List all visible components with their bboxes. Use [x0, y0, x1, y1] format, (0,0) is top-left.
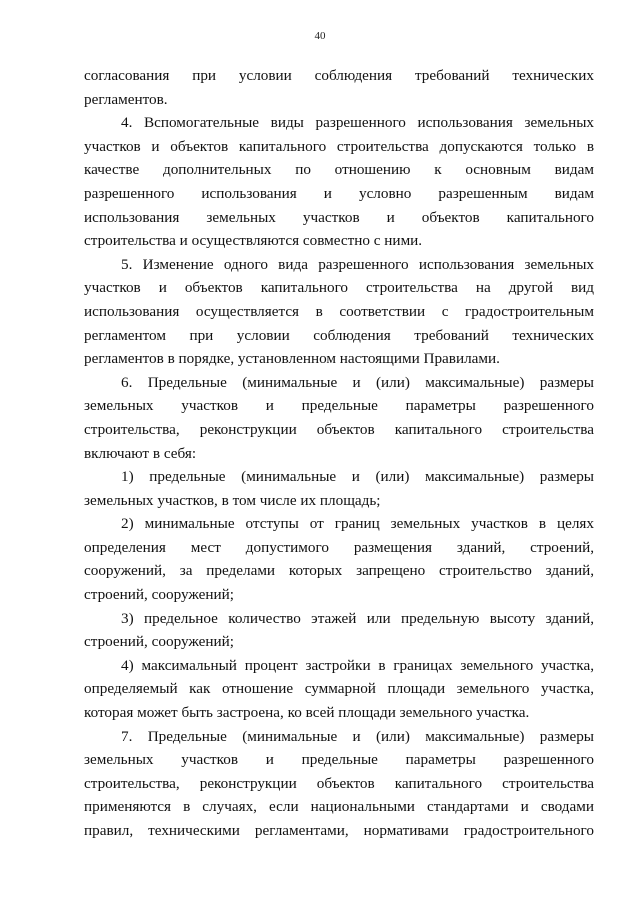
text-line: правил, техническими регламентами, нормативами градостроительного	[84, 822, 594, 839]
text-line: строений, сооружений;	[84, 586, 235, 604]
text-line: разрешенного использования и условно разрешенным видам	[84, 184, 594, 202]
text-line: строительства, реконструкции объектов капитального строительства	[84, 774, 594, 792]
page-number: 40	[314, 30, 326, 42]
text-line: использования земельных участков и объектов капитального	[84, 208, 594, 226]
text-line: 4) максимальный процент застройки в границах земельного участка,	[121, 656, 594, 674]
text-line: строительства и осуществляются совместно с ними.	[84, 232, 423, 250]
text-line: использования осуществляется в соответствии с градостроительным	[84, 302, 594, 320]
text-line: участков и объектов капитального строительства допускаются только в	[84, 137, 594, 155]
text-line: сооружений, за пределами которых запрещено строительство зданий,	[84, 562, 594, 580]
text-line: земельных участков, в том числе их площадь;	[84, 491, 381, 509]
text-line: определения мест допустимого размещения зданий, строений,	[84, 538, 594, 556]
text-line: 7. Предельные (минимальные и (или) максимальные) размеры	[121, 727, 594, 745]
text-line: 2) минимальные отступы от границ земельных участков в целях	[121, 515, 594, 533]
text-line: регламентов.	[84, 90, 168, 108]
text-line: 1) предельные (минимальные и (или) максимальные) размеры	[121, 468, 594, 486]
text-line: регламентов в порядке, установленном настоящими Правилами.	[84, 350, 500, 368]
document-body	[84, 64, 594, 843]
text-line: качестве дополнительных по отношению к основным видам	[84, 161, 594, 179]
text-line: которая может быть застроена, ко всей площади земельного участка.	[84, 704, 530, 722]
text-line: строений, сооружений;	[84, 633, 235, 651]
text-line: 3) предельное количество этажей или предельную высоту зданий,	[121, 609, 594, 627]
text-line: участков и объектов капитального строительства на другой вид	[84, 279, 594, 297]
text-line: земельных участков и предельные параметры разрешенного	[84, 751, 594, 769]
text-line: определяемый как отношение суммарной площади земельного участка,	[84, 680, 594, 698]
text-line: регламентом при условии соблюдения требований технических	[84, 326, 594, 344]
text-line: земельных участков и предельные параметры разрешенного	[84, 397, 594, 415]
text-line: согласования при условии соблюдения требований технических	[84, 67, 594, 84]
text-line: применяются в случаях, если национальными стандартами и сводами	[84, 798, 594, 816]
text-line: 5. Изменение одного вида разрешенного использования земельных	[121, 255, 594, 273]
text-line: строительства, реконструкции объектов капитального строительства	[84, 420, 594, 438]
text-line: 6. Предельные (минимальные и (или) максимальные) размеры	[121, 373, 594, 391]
text-line: включают в себя:	[84, 444, 197, 462]
text-line: 4. Вспомогательные виды разрешенного использования земельных	[121, 114, 594, 132]
